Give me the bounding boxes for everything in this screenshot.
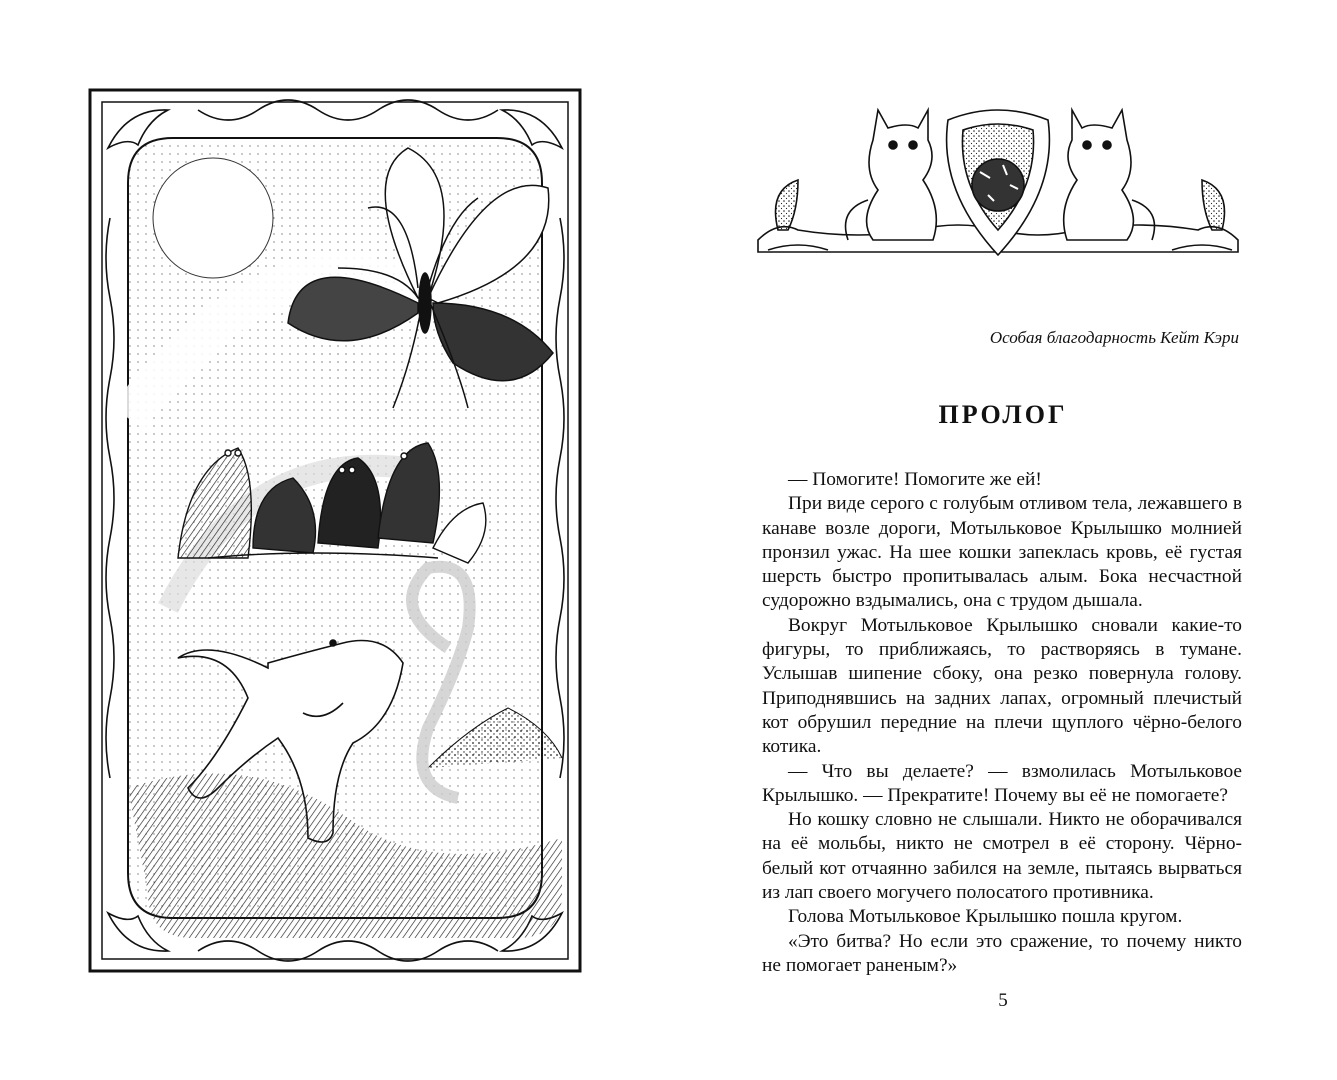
paragraph: «Это битва? Но если это сражение, то почему никто не помогает раненым?» [762, 930, 1242, 976]
paragraph: Вокруг Мотыльковое Крылышко сновали какие-то фигуры, то приближаясь, то растворяясь в тумане. Услышав шипение сбоку, она резко повернула голову. Приподнявшись на задних лапах, огромный плечистый кот обрушил передние на плечи щуплого чёрно-белого котика. [762, 614, 1242, 758]
left-page [0, 0, 668, 1080]
paragraph: При виде серого с голубым отливом тела, лежавшего в канаве возле дороги, Мотыльковое Крылышко молнией пронзил ужас. На шее кошки запеклась кровь, её густая шерсть быстро пропитывалась алым. Бока несчастной судорожно вздымались, она с трудом дышала. [762, 493, 1242, 612]
paragraph: — Помогите! Помогите же ей! [788, 469, 1042, 490]
cats-shield-headpiece-icon [748, 90, 1252, 270]
paragraph: — Что вы делаете? — взмолилась Мотыльковое Крылышко. — Прекратите! Почему вы её не помогаете? [762, 760, 1242, 806]
page-number: 5 [998, 990, 1008, 1011]
butterfly-cats-illustration-icon [88, 88, 582, 973]
right-page [668, 0, 1337, 1080]
paragraph: Но кошку словно не слышали. Никто не оборачивался на её мольбы, никто не смотрел в её сторону. Чёрно-белый кот отчаянно забился на земле, пытаясь вырваться из лап своего могучего полосатого противника. [762, 809, 1242, 904]
paragraph: Голова Мотыльковое Крылышко пошла кругом. [788, 906, 1183, 928]
dedication: Особая благодарность Кейт Кэри [989, 328, 1239, 347]
chapter-title: ПРОЛОГ [938, 400, 1068, 429]
body-text [762, 468, 1242, 978]
